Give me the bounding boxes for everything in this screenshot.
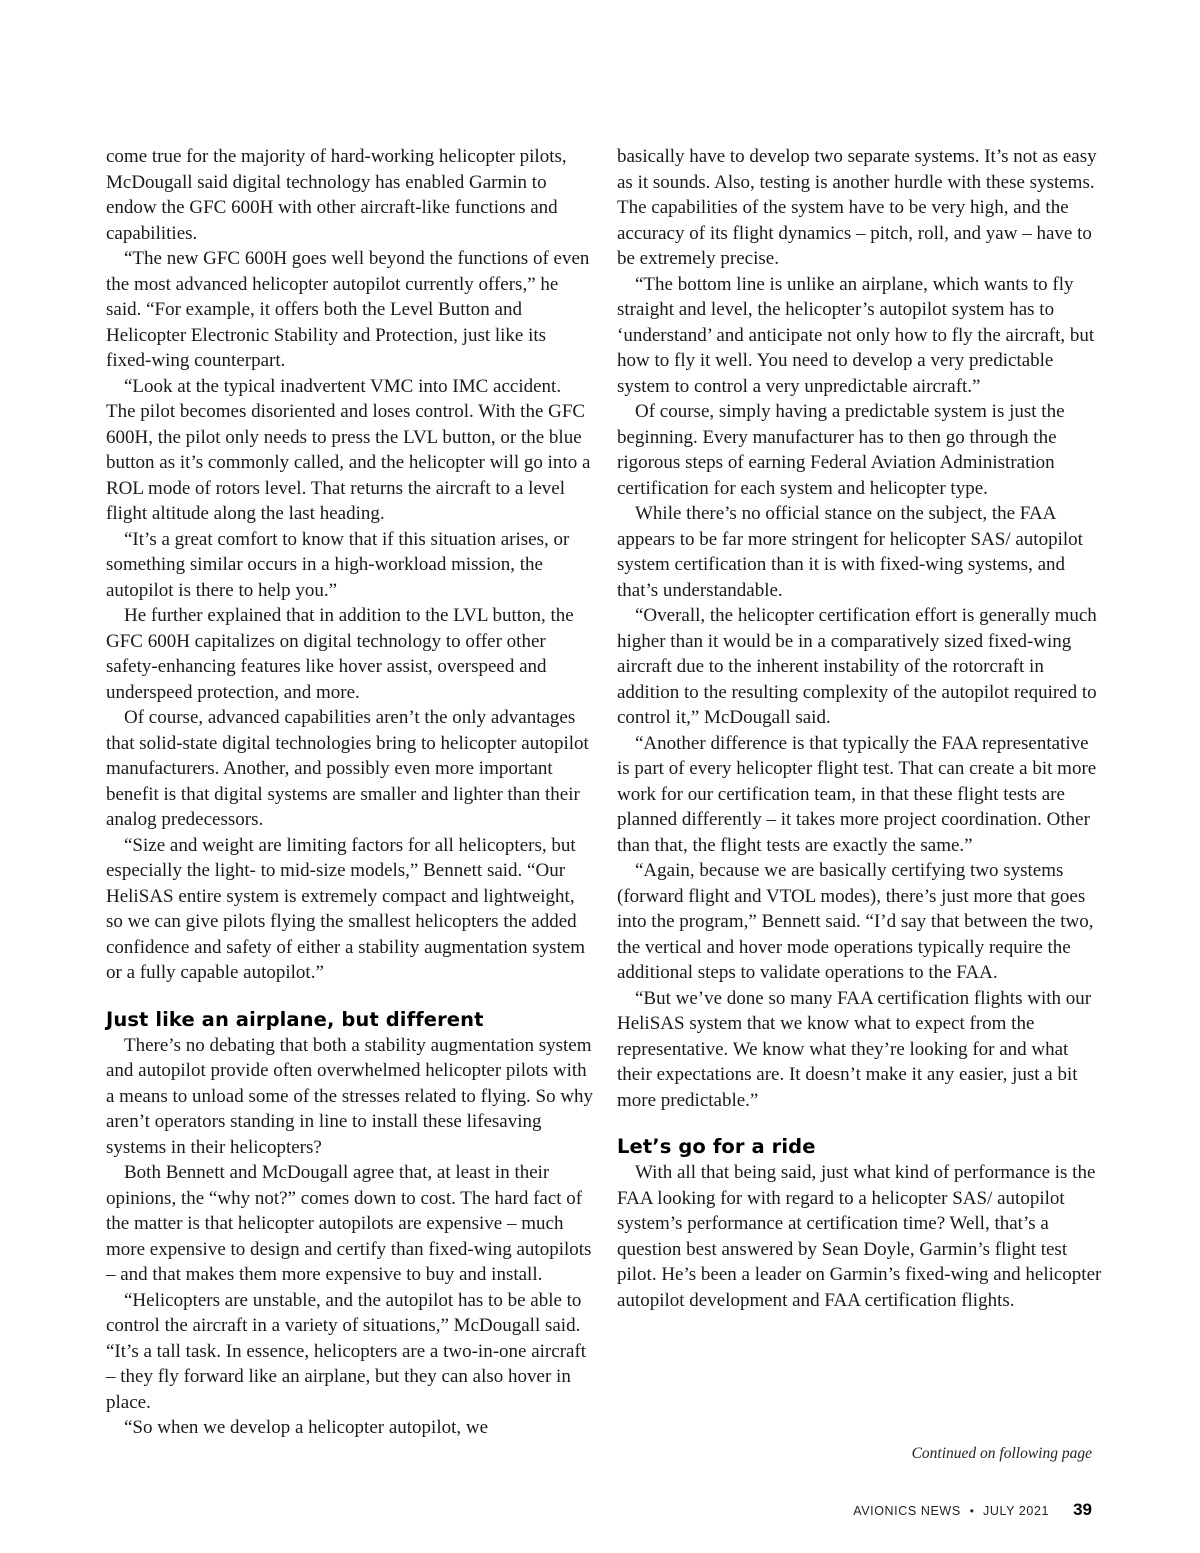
paragraph: Of course, simply having a predictable system is just the beginning. Every manufacturer has to then go through the rigorous steps of earning Federal Aviation Administration certification for each system and helicopter type. — [617, 401, 1065, 499]
continued-note: Continued on following page — [911, 1445, 1092, 1462]
paragraph: basically have to develop two separate systems. It’s not as easy as it sounds. Also, testing is another hurdle with these systems. The capabilities of the system have to be very high, and the accuracy of its flight dynamics – pitch, roll, and yaw – have to be extremely precise. — [617, 146, 1097, 269]
paragraph: “Look at the typical inadvertent VMC into IMC accident. The pilot becomes disoriented and loses control. With the GFC 600H, the pilot only needs to press the LVL button, or the blue button as it’s commonly called, and the helicopter will go into a ROL mode of rotors level. That returns the aircraft to a level flight altitude along the last heading. — [106, 375, 591, 524]
paragraph: Both Bennett and McDougall agree that, at least in their opinions, the “why not?” comes down to cost. The hard fact of the matter is that helicopter autopilots are expensive – much more expensive to design and certify than fixed-wing autopilots – and that makes them more expensive to buy and install. — [106, 1162, 592, 1285]
section-heading: Let’s go for a ride — [617, 1135, 816, 1158]
paragraph: There’s no debating that both a stability augmentation system and autopilot provide often overwhelmed helicopter pilots with a means to unload some of the stresses related to flying. So why aren’t operators standing in line to install these lifesaving systems in their helicopters? — [106, 1034, 594, 1158]
paragraph: While there’s no official stance on the subject, the FAA appears to be far more stringent for helicopter SAS/ autopilot system certification than it is with fixed-wing systems, and that’s understandable. — [617, 503, 1083, 601]
paragraph: With all that being said, just what kind of performance is the FAA looking for with regard to a helicopter SAS/ autopilot system’s performance at certification time? Well, that’s a question best answered by Sean Doyle, Garmin’s flight test pilot. He’s been a leader on Garmin’s fixed-wing and helicopter autopilot development and FAA certification flights. — [617, 1162, 1102, 1311]
paragraph: “Again, because we are basically certifying two systems (forward flight and VTOL modes), there’s just more that goes into the program,” Bennett said. “I’d say that between the two, the vertical and hover mode operations typically require the additional steps to validate operations to the FAA. — [617, 860, 1094, 983]
footer-separator: • — [969, 1504, 974, 1518]
paragraph: “So when we develop a helicopter autopilot, we — [124, 1417, 489, 1438]
page-footer — [853, 1500, 1092, 1520]
paragraph: come true for the majority of hard-working helicopter pilots, McDougall said digital technology has enabled Garmin to endow the GFC 600H with other aircraft-like functions and capabilities. — [106, 146, 567, 244]
paragraph: He further explained that in addition to the LVL button, the GFC 600H capitalizes on digital technology to offer other safety-enhancing features like hover assist, overspeed and underspeed protection, and more. — [106, 605, 574, 703]
issue-date: JULY 2021 — [982, 1504, 1050, 1518]
paragraph: “The bottom line is unlike an airplane, which wants to fly straight and level, the helicopter’s autopilot system has to ‘understand’ and anticipate not only how to fly the aircraft, but how to fly it well. You need to develop a very predictable system to control a very unpredictable aircraft.” — [617, 273, 1095, 397]
section-heading: Just like an airplane, but different — [106, 1007, 484, 1031]
article-column-left — [106, 144, 594, 1441]
article-column-right — [617, 144, 1105, 1313]
paragraph: “Another difference is that typically the FAA representative is part of every helicopter flight test. That can create a bit more work for our certification team, in that these flight tests are planned differently – it takes more project coordination. Other than that, the flight tests are exactly the same.” — [617, 732, 1097, 856]
paragraph: “But we’ve done so many FAA certification flights with our HeliSAS system that we know what to expect from the representative. We know what they’re looking for and what their expectations are. It doesn’t make it any easier, just a bit more predictable.” — [617, 987, 1092, 1111]
paragraph: “The new GFC 600H goes well beyond the functions of even the most advanced helicopter autopilot currently offers,” he said. “For example, it offers both the Level Button and Helicopter Electronic Stability and Protection, just like its fixed-wing counterpart. — [106, 248, 590, 371]
paragraph: “Size and weight are limiting factors for all helicopters, but especially the light- to mid-size models,” Bennett said. “Our HeliSAS entire system is extremely compact and lightweight, so we can give pilots flying the smallest helicopters the added confidence and safety of either a stability augmentation system or a fully capable autopilot.” — [106, 834, 586, 983]
paragraph: “Helicopters are unstable, and the autopilot has to be able to control the aircraft in a variety of situations,” McDougall said. “It’s a tall task. In essence, helicopters are a two-in-one aircraft – they fly forward like an airplane, but they can also hover in place. — [106, 1289, 587, 1413]
paragraph: “It’s a great comfort to know that if this situation arises, or something similar occurs in a high-workload mission, the autopilot is there to help you.” — [106, 528, 570, 601]
publication-name: AVIONICS NEWS — [853, 1504, 961, 1518]
page-number: 39 — [1073, 1500, 1092, 1519]
paragraph: “Overall, the helicopter certification effort is generally much higher than it would be in a comparatively sized fixed-wing aircraft due to the inherent instability of the rotorcraft in addition to the resulting complexity of the autopilot required to control it,” McDougall said. — [617, 605, 1097, 728]
paragraph: Of course, advanced capabilities aren’t the only advantages that solid-state digital technologies bring to helicopter autopilot manufacturers. Another, and possibly even more important benefit is that digital systems are smaller and lighter than their analog predecessors. — [106, 707, 589, 830]
